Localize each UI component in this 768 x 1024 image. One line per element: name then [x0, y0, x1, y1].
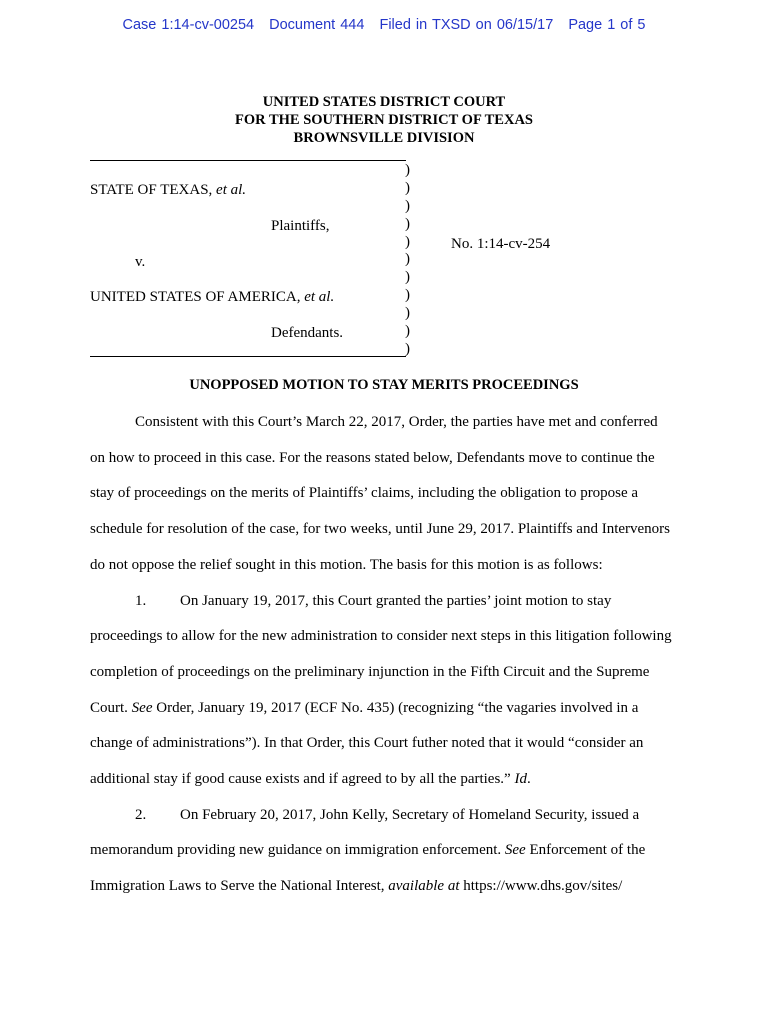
- text-span: .: [526, 771, 531, 788]
- caption-paren: ): [405, 287, 410, 304]
- motion-body: [90, 405, 680, 905]
- motion-title: UNOPPOSED MOTION TO STAY MERITS PROCEEDINGS: [189, 377, 579, 393]
- text-line: [90, 762, 680, 798]
- text-line: completion of proceedings on the preliminary injunction in the Fifth Circuit and the Supreme: [90, 663, 650, 680]
- text-line: do not oppose the relief sought in this motion. The basis for this motion is as follows:: [90, 556, 603, 573]
- url-text: https://www.dhs.gov/sites/: [459, 878, 623, 895]
- court-name: UNITED STATES DISTRICT COURT: [262, 94, 506, 110]
- text-line: on how to proceed in this case. For the reasons stated below, Defendants move to continue the: [90, 449, 655, 466]
- text-line: change of administrations”). In that Order, this Court futher noted that it would “consider an: [90, 735, 644, 752]
- plaintiff-name: STATE OF TEXAS,: [90, 182, 217, 198]
- caption-top-rule: [90, 160, 406, 161]
- plaintiff-party: [90, 182, 246, 199]
- page-count-stamp: Page 1 of 5: [568, 17, 646, 33]
- text-span: Court.: [90, 699, 132, 716]
- signal-available-at: available at: [388, 878, 460, 895]
- caption-paren: ): [405, 269, 410, 286]
- caption-paren: ): [405, 251, 410, 268]
- caption-paren: ): [405, 323, 410, 340]
- caption-parenthesis-column: [405, 162, 410, 359]
- court-district: FOR THE SOUTHERN DISTRICT OF TEXAS: [234, 112, 533, 128]
- caption-paren: ): [405, 179, 410, 196]
- intro-paragraph: [90, 405, 680, 584]
- court-division: BROWNSVILLE DIVISION: [293, 130, 475, 146]
- text-line: Consistent with this Court’s March 22, 2017, Order, the parties have met and conferred: [135, 414, 658, 430]
- defendant-name: UNITED STATES OF AMERICA,: [90, 289, 305, 305]
- text-line: stay of proceedings on the merits of Plaintiffs’ claims, including the obligation to propose a: [90, 485, 639, 502]
- caption-paren: ): [405, 215, 410, 232]
- text-span: On February 20, 2017, John Kelly, Secretary of Homeland Security, issued a: [180, 806, 640, 823]
- text-span: Immigration Laws to Serve the National Interest,: [90, 878, 389, 895]
- numbered-paragraph-1: [90, 584, 680, 798]
- caption-paren: ): [405, 233, 410, 250]
- text-line: [90, 584, 680, 620]
- paragraph-number: 1.: [135, 592, 147, 609]
- text-line: [90, 691, 680, 727]
- caption-paren: ): [405, 162, 410, 178]
- text-line: [90, 798, 680, 834]
- caption-bottom-rule: [90, 356, 406, 357]
- text-line: proceedings to allow for the new administration to consider next steps in this litigation following: [90, 628, 672, 645]
- text-span: Enforcement of the: [525, 842, 646, 859]
- plaintiff-et-al: et al.: [216, 182, 247, 198]
- caption-paren: ): [405, 305, 410, 322]
- signal-id: Id: [514, 771, 527, 788]
- document-number-stamp: Document 444: [269, 17, 365, 33]
- filed-date-stamp: Filed in TXSD on 06/15/17: [379, 17, 554, 33]
- text-span: additional stay if good cause exists and if agreed to by all the parties.”: [90, 771, 515, 788]
- text-line: [90, 833, 680, 869]
- caption-paren: ): [405, 197, 410, 214]
- text-span: On January 19, 2017, this Court granted the parties’ joint motion to stay: [180, 592, 612, 609]
- case-number-stamp: Case 1:14-cv-00254: [122, 17, 255, 33]
- numbered-paragraph-2: [90, 798, 680, 905]
- ecf-header-stamp: [0, 17, 768, 33]
- defendant-role: Defendants.: [271, 325, 344, 341]
- signal-see: See: [131, 699, 153, 716]
- defendant-party: [90, 289, 334, 306]
- court-heading: [0, 93, 768, 147]
- text-line: [90, 869, 680, 905]
- defendant-et-al: et al.: [304, 289, 335, 305]
- text-span: memorandum providing new guidance on immigration enforcement.: [90, 842, 505, 859]
- docket-number: No. 1:14-cv-254: [451, 236, 551, 252]
- text-span: Order, January 19, 2017 (ECF No. 435) (recognizing “the vagaries involved in a: [152, 699, 639, 716]
- paragraph-number: 2.: [135, 806, 147, 823]
- caption-paren: ): [405, 340, 410, 357]
- versus-label: v.: [135, 254, 146, 270]
- plaintiff-role: Plaintiffs,: [271, 218, 330, 234]
- text-line: schedule for resolution of the case, for two weeks, until June 29, 2017. Plaintiffs and Intervenors: [90, 521, 671, 538]
- signal-see: See: [504, 842, 526, 859]
